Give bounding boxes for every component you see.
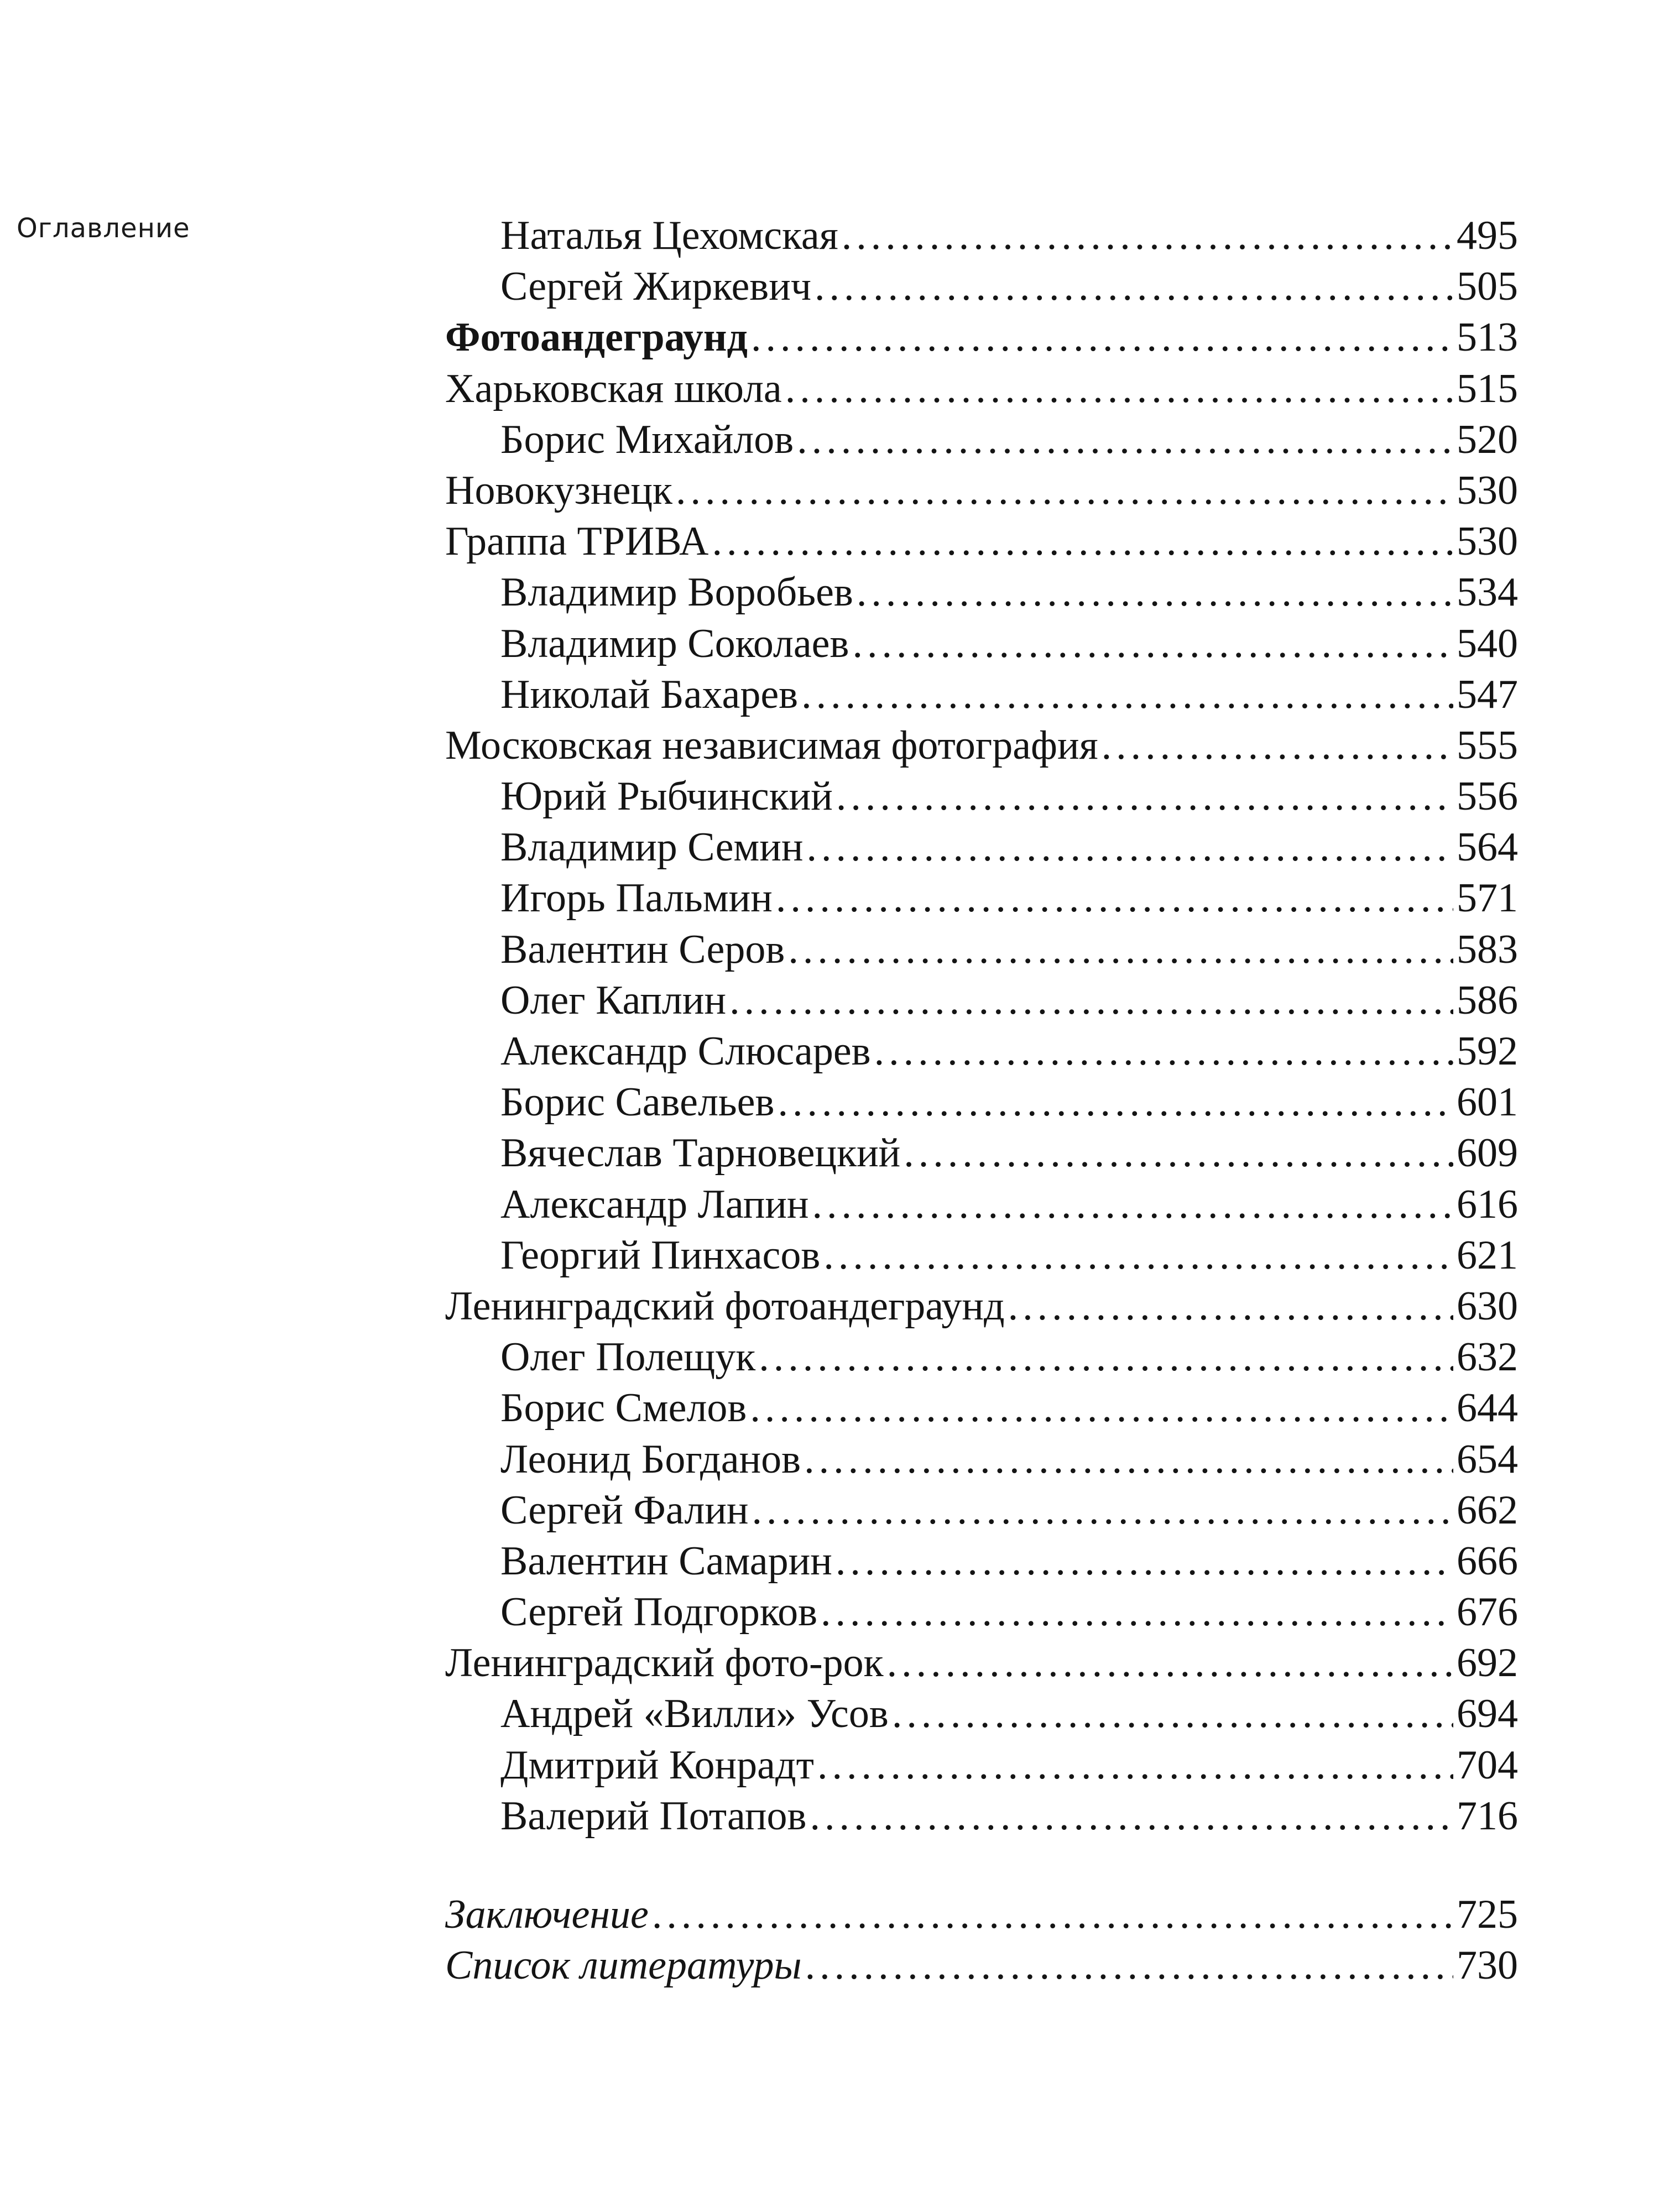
toc-entry (445, 1485, 1518, 1536)
toc-entry-page: 586 (1457, 977, 1518, 1023)
running-header: Оглавление (17, 213, 190, 244)
toc-entry-title: Олег Каплин (500, 977, 727, 1023)
toc-entry-title: Александр Слюсарев (500, 1029, 871, 1074)
toc-entry-title: Владимир Семин (500, 825, 804, 870)
toc-entry-page: 513 (1457, 315, 1518, 361)
toc-entry-page: 632 (1457, 1334, 1518, 1380)
dot-leader (821, 1587, 1453, 1637)
toc-closing-entry (445, 1889, 1518, 1940)
toc-entry-title: Сергей Подгорков (500, 1589, 818, 1635)
toc-chapter (445, 1281, 1518, 1332)
toc-entry (445, 1383, 1518, 1433)
toc-chapter (445, 720, 1518, 771)
dot-leader (810, 1791, 1453, 1841)
toc-entry-page: 515 (1457, 366, 1518, 411)
toc-entry-title: Борис Савельев (500, 1079, 775, 1125)
toc-entry-page: 644 (1457, 1385, 1518, 1431)
toc-entry (445, 1026, 1518, 1077)
dot-leader (676, 465, 1453, 516)
dot-leader (874, 1026, 1453, 1077)
toc-chapter (445, 516, 1518, 567)
toc-entry-page: 592 (1457, 1029, 1518, 1074)
toc-entry-title: Московская независимая фотография (445, 722, 1098, 768)
toc-entry-title: Фотоандеграунд (445, 315, 748, 361)
dot-leader (805, 1940, 1453, 1991)
toc-entry-title: Сергей Жиркевич (500, 264, 812, 310)
toc-entry-title: Грaппа ТРИВА (445, 519, 709, 565)
toc-entry-title: Список литературы (445, 1943, 802, 1989)
toc-entry (445, 261, 1518, 312)
dot-leader (812, 1179, 1453, 1230)
dot-leader (817, 1740, 1453, 1791)
toc-entry-page: 556 (1457, 774, 1518, 820)
toc-entry (445, 567, 1518, 618)
toc-entry-title: Владимир Соколаев (500, 620, 849, 666)
toc-entry-page: 704 (1457, 1742, 1518, 1788)
toc-entry (445, 669, 1518, 720)
toc-entry (445, 1587, 1518, 1637)
dot-leader (887, 1637, 1453, 1688)
dot-leader (652, 1889, 1453, 1940)
toc-entry-title: Борис Смелов (500, 1385, 747, 1431)
toc-entry (445, 771, 1518, 822)
toc-entry-title: Игорь Пальмин (500, 875, 773, 921)
toc-chapter (445, 1637, 1518, 1688)
toc-entry-title: Заключение (445, 1892, 649, 1937)
toc-entry-page: 601 (1457, 1079, 1518, 1125)
toc-entry (445, 210, 1518, 261)
toc-entry (445, 1332, 1518, 1383)
dot-leader (857, 567, 1453, 618)
dot-leader (752, 1485, 1453, 1536)
toc-entry-title: Юрий Рыбчинский (500, 774, 833, 820)
dot-leader (797, 414, 1453, 465)
toc-entry (445, 873, 1518, 924)
toc-entry-page: 609 (1457, 1130, 1518, 1176)
toc-entry (445, 1688, 1518, 1739)
toc-entry-page: 571 (1457, 875, 1518, 921)
dot-leader (729, 975, 1453, 1026)
toc-entry-page: 495 (1457, 213, 1518, 258)
toc-entry (445, 618, 1518, 669)
toc-entry-title: Олег Полещук (500, 1334, 756, 1380)
toc-entry-title: Валерий Потапов (500, 1793, 807, 1839)
toc-entry-page: 630 (1457, 1283, 1518, 1329)
toc-chapter (445, 465, 1518, 516)
toc-entry-page: 716 (1457, 1793, 1518, 1839)
dot-leader (751, 312, 1453, 363)
toc-entry-title: Вячеслав Тарновецкий (500, 1130, 901, 1176)
dot-leader (892, 1688, 1453, 1739)
dot-leader (788, 924, 1453, 975)
dot-leader (801, 669, 1453, 720)
toc-entry (445, 924, 1518, 975)
toc-chapter (445, 363, 1518, 414)
toc-entry (445, 822, 1518, 873)
toc-entry-page: 662 (1457, 1487, 1518, 1533)
toc-entry (445, 1434, 1518, 1485)
toc-entry-page: 564 (1457, 825, 1518, 870)
toc-entry-title: Ленинградский фото-рок (445, 1640, 884, 1686)
toc-entry-page: 654 (1457, 1436, 1518, 1482)
toc-entry (445, 1128, 1518, 1178)
toc-entry-title: Валентин Самарин (500, 1538, 832, 1584)
toc-entry (445, 1179, 1518, 1230)
toc-entry-page: 520 (1457, 416, 1518, 462)
toc-entry-page: 555 (1457, 722, 1518, 768)
toc-entry (445, 1740, 1518, 1791)
toc-entry-title: Новокузнецк (445, 467, 673, 513)
toc-entry-page: 530 (1457, 519, 1518, 565)
toc-entry (445, 414, 1518, 465)
toc-entry-title: Борис Михайлов (500, 416, 794, 462)
toc-entry-title: Ленинградский фотоандеграунд (445, 1283, 1005, 1329)
toc-entry-page: 694 (1457, 1691, 1518, 1737)
table-of-contents (445, 210, 1518, 1991)
toc-entry-page: 616 (1457, 1181, 1518, 1227)
toc-entry-title: Сергей Фалин (500, 1487, 749, 1533)
toc-entry-title: Леонид Богданов (500, 1436, 801, 1482)
toc-entry-page: 730 (1457, 1943, 1518, 1989)
toc-entry (445, 1077, 1518, 1128)
toc-entry-title: Дмитрий Конрадт (500, 1742, 814, 1788)
toc-entry-title: Андрей «Вилли» Усов (500, 1691, 889, 1737)
dot-leader (712, 516, 1453, 567)
toc-entry-title: Наталья Цехомская (500, 213, 838, 258)
dot-leader (836, 771, 1453, 822)
toc-entry-page: 540 (1457, 620, 1518, 666)
toc-entry-page: 534 (1457, 570, 1518, 615)
dot-leader (776, 873, 1453, 924)
dot-leader (842, 210, 1453, 261)
toc-entry-page: 547 (1457, 671, 1518, 717)
toc-entry-title: Александр Лапин (500, 1181, 809, 1227)
dot-leader (852, 618, 1453, 669)
toc-entry (445, 1791, 1518, 1841)
section-spacer (445, 1841, 1518, 1889)
toc-entry-page: 583 (1457, 926, 1518, 972)
dot-leader (804, 1434, 1453, 1485)
toc-entry (445, 1230, 1518, 1281)
toc-entry-page: 725 (1457, 1892, 1518, 1937)
toc-entry (445, 975, 1518, 1026)
dot-leader (806, 822, 1453, 873)
toc-entry-title: Валентин Серов (500, 926, 785, 972)
toc-entry-page: 676 (1457, 1589, 1518, 1635)
toc-entry-page: 666 (1457, 1538, 1518, 1584)
dot-leader (823, 1230, 1453, 1281)
dot-leader (759, 1332, 1453, 1383)
toc-entry-page: 530 (1457, 467, 1518, 513)
toc-closing-entry (445, 1940, 1518, 1991)
toc-part-heading (445, 312, 1518, 363)
toc-entry-title: Николай Бахарев (500, 671, 799, 717)
dot-leader (1102, 720, 1453, 771)
dot-leader (750, 1383, 1453, 1433)
toc-entry-title: Владимир Воробьев (500, 570, 853, 615)
toc-entry-page: 505 (1457, 264, 1518, 310)
dot-leader (1008, 1281, 1453, 1332)
toc-entry-title: Харьковская школа (445, 366, 782, 411)
toc-entry-title: Георгий Пинхасов (500, 1232, 821, 1278)
dot-leader (836, 1536, 1453, 1587)
toc-entry (445, 1536, 1518, 1587)
dot-leader (785, 363, 1453, 414)
toc-entry-page: 621 (1457, 1232, 1518, 1278)
dot-leader (778, 1077, 1453, 1128)
dot-leader (815, 261, 1453, 312)
dot-leader (904, 1128, 1453, 1178)
toc-entry-page: 692 (1457, 1640, 1518, 1686)
